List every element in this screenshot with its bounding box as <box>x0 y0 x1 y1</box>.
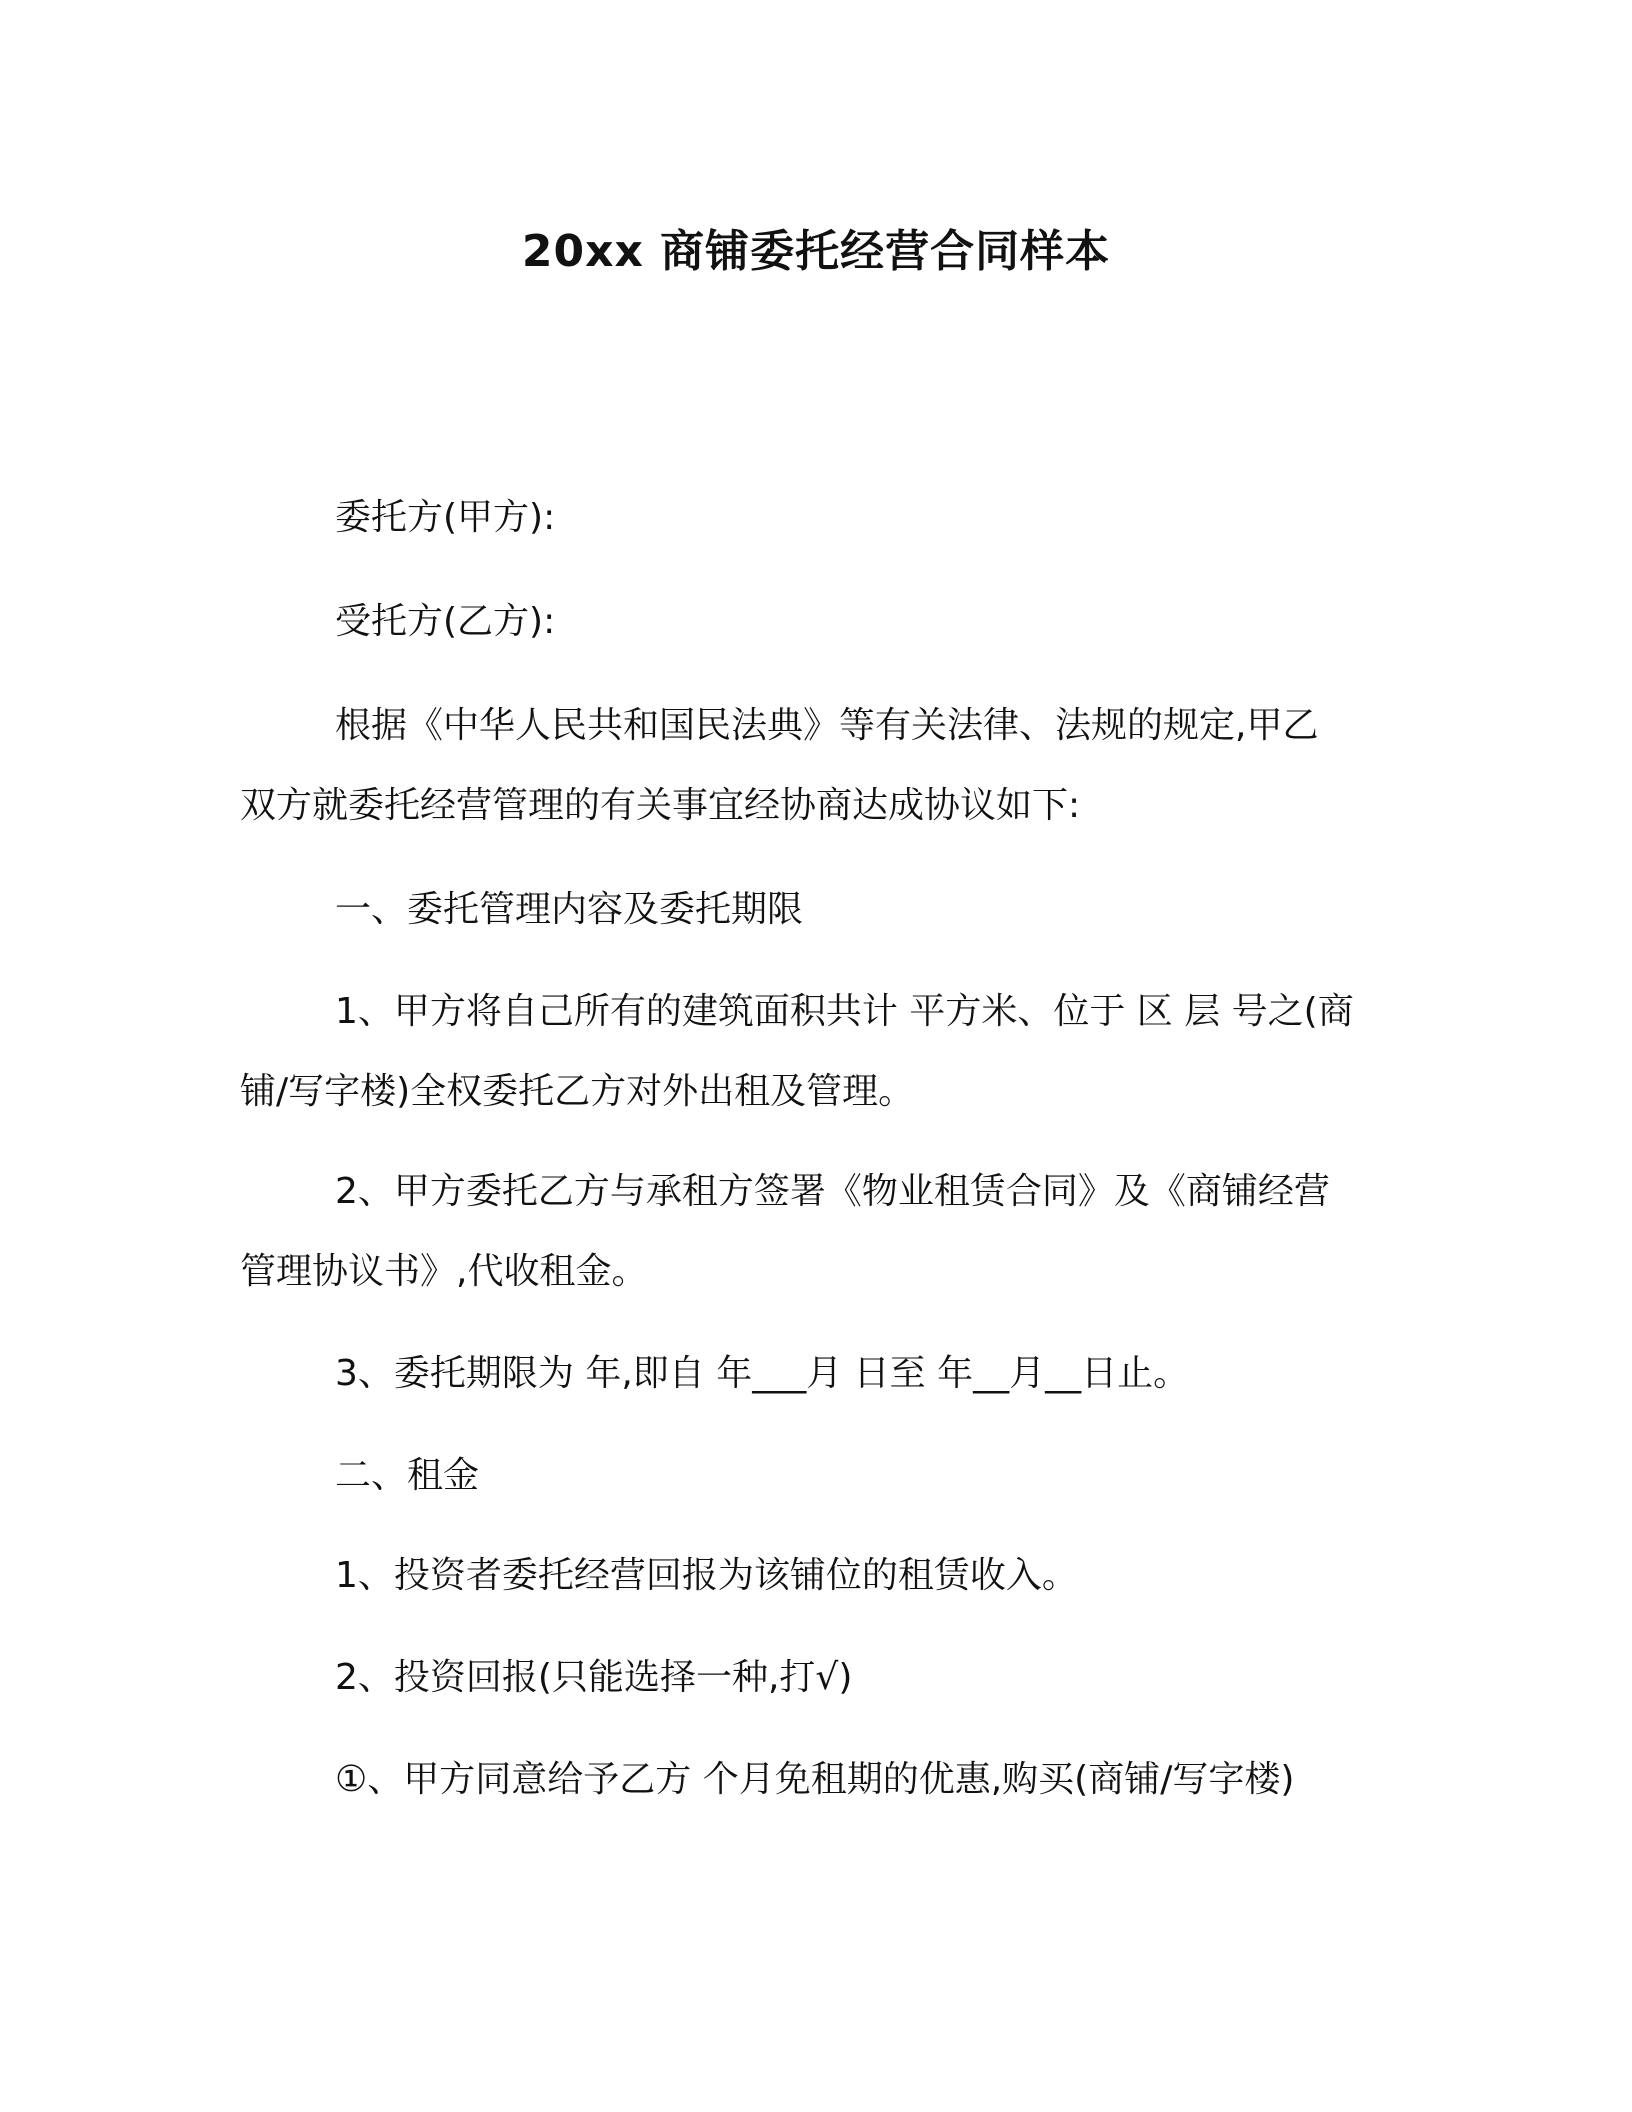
document-title: 20xx 商铺委托经营合同样本 <box>521 226 1111 277</box>
intro-line-2: 双方就委托经营管理的有关事宜经协商达成协议如下: <box>240 785 1081 826</box>
section-2-option-1: ①、甲方同意给予乙方 个月免租期的优惠,购买(商铺/写字楼) <box>335 1759 1295 1800</box>
section-1-item-2-line-2: 管理协议书》,代收租金。 <box>240 1251 648 1292</box>
party-b-label: 受托方(乙方): <box>335 601 556 642</box>
party-a-label: 委托方(甲方): <box>335 497 556 538</box>
section-2-item-1: 1、投资者委托经营回报为该铺位的租赁收入。 <box>335 1555 1078 1596</box>
section-1-item-1-line-1: 1、甲方将自己所有的建筑面积共计 平方米、位于 区 层 号之(商 <box>335 991 1354 1032</box>
section-1-item-2 <box>240 1162 1380 1302</box>
section-1-item-3: 3、委托期限为 年,即自 年___月 日至 年__月__日止。 <box>335 1353 1190 1394</box>
section-1-item-2-line-1: 2、甲方委托乙方与承租方签署《物业租赁合同》及《商铺经营 <box>335 1171 1330 1212</box>
section-2-item-2: 2、投资回报(只能选择一种,打√) <box>335 1657 853 1698</box>
section-1-item-1 <box>240 982 1380 1122</box>
intro-paragraph <box>240 696 1380 836</box>
section-1-item-1-line-2: 铺/写字楼)全权委托乙方对外出租及管理。 <box>240 1071 915 1112</box>
intro-line-1: 根据《中华人民共和国民法典》等有关法律、法规的规定,甲乙 <box>335 705 1319 746</box>
section-1-heading: 一、委托管理内容及委托期限 <box>335 889 804 930</box>
section-2-heading: 二、租金 <box>335 1455 480 1496</box>
